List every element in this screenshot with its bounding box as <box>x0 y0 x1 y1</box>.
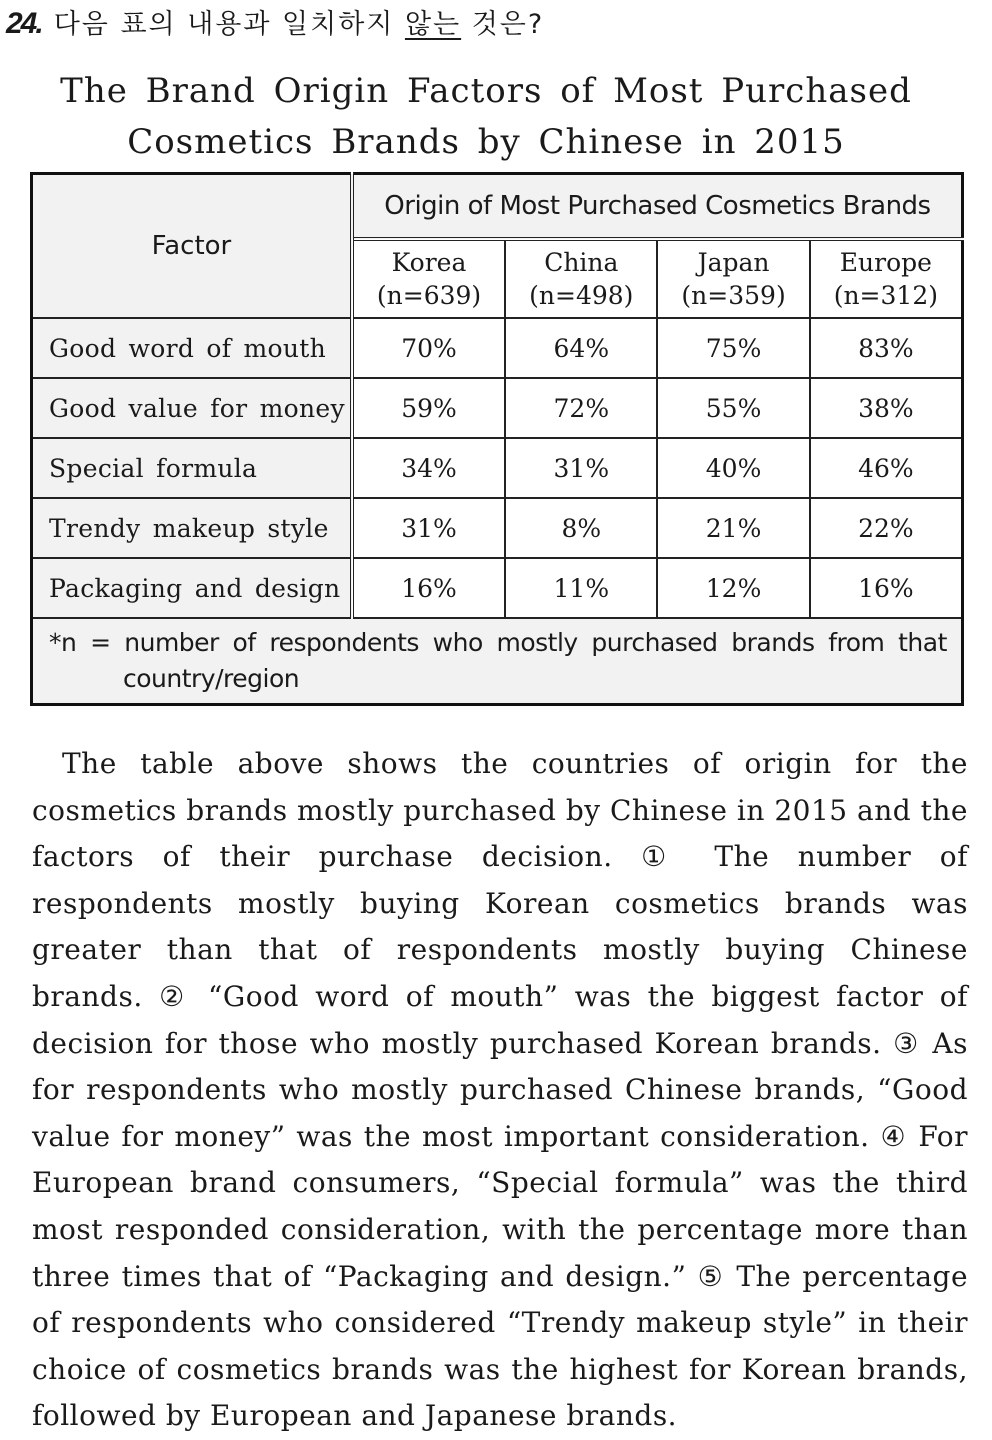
value-cell: 31% <box>505 438 657 498</box>
footnote-word: number <box>124 628 219 657</box>
table-title <box>0 66 972 168</box>
value-cell: 75% <box>657 318 809 378</box>
value-cell: 11% <box>505 558 657 618</box>
table-title-line-2: Cosmetics Brands by Chinese in 2015 <box>127 122 845 162</box>
question-emphasis: 않는 <box>404 9 462 40</box>
factor-header: Factor <box>32 174 352 319</box>
value-cell: 64% <box>505 318 657 378</box>
question-prompt <box>54 9 544 40</box>
value-cell: 16% <box>810 558 963 618</box>
choice-marker: ⑤ <box>697 1259 726 1293</box>
table-title-line-1: The Brand Origin Factors of Most Purchased <box>60 71 912 111</box>
country-name: Japan <box>697 248 770 277</box>
factor-cell: Trendy makeup style <box>32 498 352 558</box>
choice-marker: ① <box>641 840 686 874</box>
country-header-europe <box>810 239 963 318</box>
value-cell: 31% <box>352 498 505 558</box>
value-cell: 12% <box>657 558 809 618</box>
factor-cell: Good word of mouth <box>32 318 352 378</box>
country-count: (n=639) <box>376 281 482 310</box>
question-header <box>6 2 544 41</box>
value-cell: 8% <box>505 498 657 558</box>
passage-segment: As for respondents who mostly purchased Chinese brands, “Good value for money” was the most important consideration. <box>32 1026 968 1153</box>
country-count: (n=498) <box>529 281 634 310</box>
value-cell: 83% <box>810 318 963 378</box>
country-header-japan <box>657 239 809 318</box>
factor-cell: Special formula <box>32 438 352 498</box>
value-cell: 70% <box>352 318 505 378</box>
footnote-word: = <box>90 628 111 657</box>
value-cell: 16% <box>352 558 505 618</box>
footnote-word: mostly <box>496 628 578 657</box>
footnote-line-1 <box>49 625 947 661</box>
footnote-word: who <box>432 628 483 657</box>
choice-marker: ③ <box>893 1026 921 1060</box>
table-row <box>32 438 963 498</box>
value-cell: 38% <box>810 378 963 438</box>
table-row <box>32 558 963 618</box>
factor-cell: Packaging and design <box>32 558 352 618</box>
choice-marker: ④ <box>880 1119 908 1153</box>
table-row <box>32 498 963 558</box>
value-cell: 22% <box>810 498 963 558</box>
value-cell: 21% <box>657 498 809 558</box>
table-row <box>32 378 963 438</box>
country-name: China <box>544 248 619 277</box>
country-name: Europe <box>839 248 932 277</box>
country-count: (n=312) <box>833 281 938 310</box>
footnote-word: that <box>898 628 947 657</box>
value-cell: 72% <box>505 378 657 438</box>
passage-segment: For European brand consumers, “Special formula” was the third most responded consideration, with the percentage more than three times that of “Packaging and design.” <box>32 1119 968 1293</box>
footnote-word: of <box>232 628 256 657</box>
value-cell: 55% <box>657 378 809 438</box>
factor-cell: Good value for money <box>32 378 352 438</box>
question-suffix: 것은? <box>461 9 545 40</box>
passage-segment: The table above shows the countries of origin for the cosmetics brands mostly purchased by Chinese in 2015 and the factors of their purchase decision. <box>32 747 968 874</box>
value-cell: 46% <box>810 438 963 498</box>
passage-text <box>32 741 968 1440</box>
country-count: (n=359) <box>681 281 786 310</box>
footnote-word: brands <box>731 628 815 657</box>
country-name: Korea <box>391 248 467 277</box>
origin-header: Origin of Most Purchased Cosmetics Brands <box>352 174 963 240</box>
footnote-word: respondents <box>269 628 419 657</box>
footnote-word: purchased <box>591 628 718 657</box>
question-number: 24. <box>6 7 42 40</box>
value-cell: 59% <box>352 378 505 438</box>
question-prefix: 다음 표의 내용과 일치하지 <box>53 9 405 40</box>
country-header-china <box>505 239 657 318</box>
footnote-word: from <box>828 628 885 657</box>
value-cell: 40% <box>657 438 809 498</box>
passage-segment: The percentage of respondents who considered “Trendy makeup style” in their choice of cosmetics brands was the highest for Korean brands, followed by European and Japanese brands. <box>32 1259 969 1433</box>
data-table <box>30 172 964 706</box>
footnote-line-2: country/region <box>123 664 300 693</box>
footnote-word: *n <box>49 628 77 657</box>
passage-segment: The number of respondents mostly buying Korean cosmetics brands was greater than that of respondents mostly buying Chinese brands. <box>32 840 968 1013</box>
choice-marker: ② <box>159 979 192 1013</box>
passage-segment: “Good word of mouth” was the biggest factor of decision for those who mostly purchased Korean brands. <box>32 979 968 1060</box>
table-footnote <box>32 618 963 705</box>
table-row <box>32 318 963 378</box>
value-cell: 34% <box>352 438 505 498</box>
country-header-korea <box>352 239 505 318</box>
